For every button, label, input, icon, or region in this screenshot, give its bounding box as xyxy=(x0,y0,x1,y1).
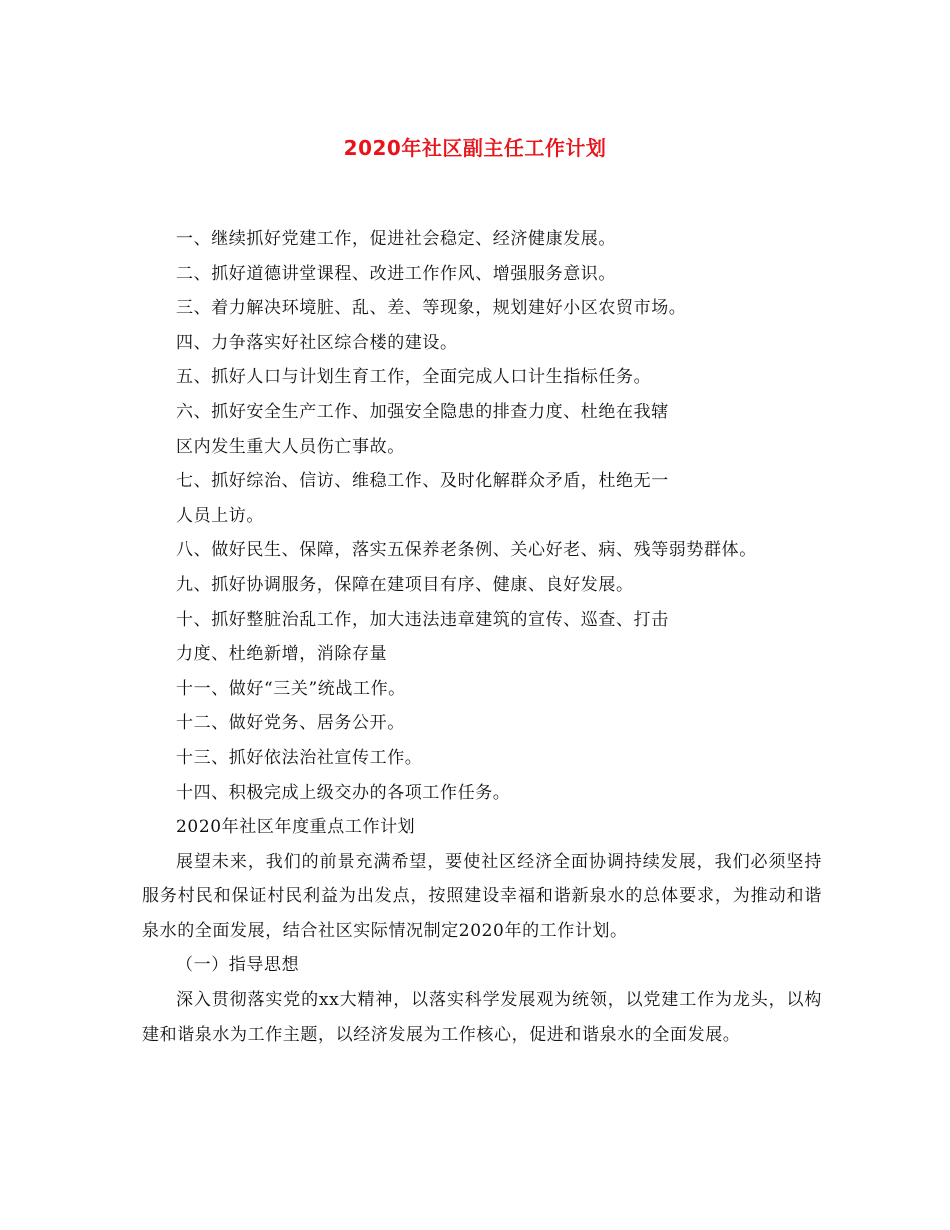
section-heading: （一）指导思想 xyxy=(176,955,300,976)
plan-item-continuation: 人员上访。 xyxy=(176,505,264,526)
plan-item: 十、抓好整脏治乱工作，加大违法违章建筑的宣传、巡查、打击 xyxy=(176,609,669,630)
plan-item: 二、抓好道德讲堂课程、改进工作作风、增强服务意识。 xyxy=(176,263,616,284)
plan-item: 一、继续抓好党建工作，促进社会稳定、经济健康发展。 xyxy=(176,229,616,249)
plan-item-continuation: 区内发生重大人员伤亡事故。 xyxy=(176,436,405,457)
document-title: 2020年社区副主任工作计划 xyxy=(343,136,607,160)
paragraph-outlook: 展望未来，我们的前景充满希望，要使社区经济全面协调持续发展，我们必须坚持服务村民和保证村民利益为出发点，按照建设幸福和谐新泉水的总体要求，为推动和谐泉水的全面发展，结合社区实际情况制定2020年的工作计划。 xyxy=(142,851,822,941)
plan-item: 十二、做好党务、居务公开。 xyxy=(176,713,405,734)
plan-item: 十一、做好“三关”统战工作。 xyxy=(176,678,406,699)
subsection-title: 2020年社区年度重点工作计划 xyxy=(176,817,416,838)
paragraph-guiding-thought: 深入贯彻落实党的xx大精神，以落实科学发展观为统领，以党建工作为龙头，以构建和谐泉水为工作主题，以经济发展为工作核心，促进和谐泉水的全面发展。 xyxy=(142,990,822,1045)
plan-item: 七、抓好综治、信访、维稳工作、及时化解群众矛盾，杜绝无一 xyxy=(176,471,669,492)
plan-item: 十三、抓好依法治社宣传工作。 xyxy=(176,747,423,768)
plan-item-continuation: 力度、杜绝新增，消除存量 xyxy=(176,644,388,665)
plan-item: 五、抓好人口与计划生育工作，全面完成人口计生指标任务。 xyxy=(176,367,652,388)
plan-item: 三、着力解决环境脏、乱、差、等现象，规划建好小区农贸市场。 xyxy=(176,298,687,319)
plan-item: 九、抓好协调服务，保障在建项目有序、健康、良好发展。 xyxy=(176,574,634,595)
document-body xyxy=(142,222,822,1052)
plan-item: 八、做好民生、保障，落实五保养老条例、关心好老、病、残等弱势群体。 xyxy=(176,540,757,561)
plan-item: 十四、积极完成上级交办的各项工作任务。 xyxy=(176,782,511,803)
plan-item: 六、抓好安全生产工作、加强安全隐患的排查力度、杜绝在我辖 xyxy=(176,401,669,422)
plan-item: 四、力争落实好社区综合楼的建设。 xyxy=(176,332,458,353)
